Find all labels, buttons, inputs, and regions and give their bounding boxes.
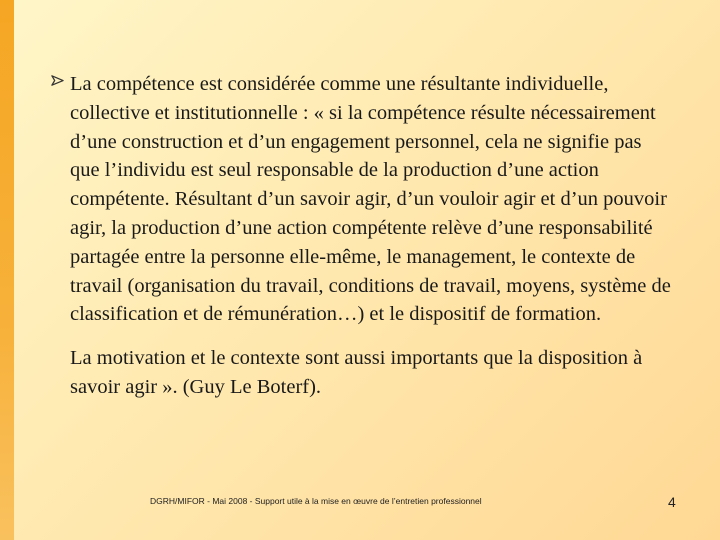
paragraph-2: La motivation et le contexte sont aussi importants que la disposition à savoir agir ». (Guy Le Boterf). <box>70 347 643 398</box>
slide-content <box>44 70 674 422</box>
quote-paragraph <box>44 70 674 329</box>
hollow-arrow-bullet-icon <box>50 73 65 88</box>
paragraph-1-text: La compétence est considérée comme une résultante individuelle, collective et institutionnelle : « si la compétence résulte nécessairement d’une construction et d’un engagement personnel, cela ne signifie pas que l’individu est seul responsable de la production d’une action compétente. Résultant d’un savoir agir, d’un vouloir agir et d’un pouvoir agir, la production d’une action compétente relève d’une responsabilité partagée entre la personne elle-même, le management, le contexte de travail (organisation du travail, conditions de travail, moyens, système de classification et de rémunération…) et le dispositif de formation. <box>70 73 671 326</box>
page-number: 4 <box>668 494 676 510</box>
left-accent-bar <box>0 0 14 540</box>
footer-text: DGRH/MIFOR - Mai 2008 - Support utile à la mise en œuvre de l’entretien professionnel <box>150 496 482 506</box>
